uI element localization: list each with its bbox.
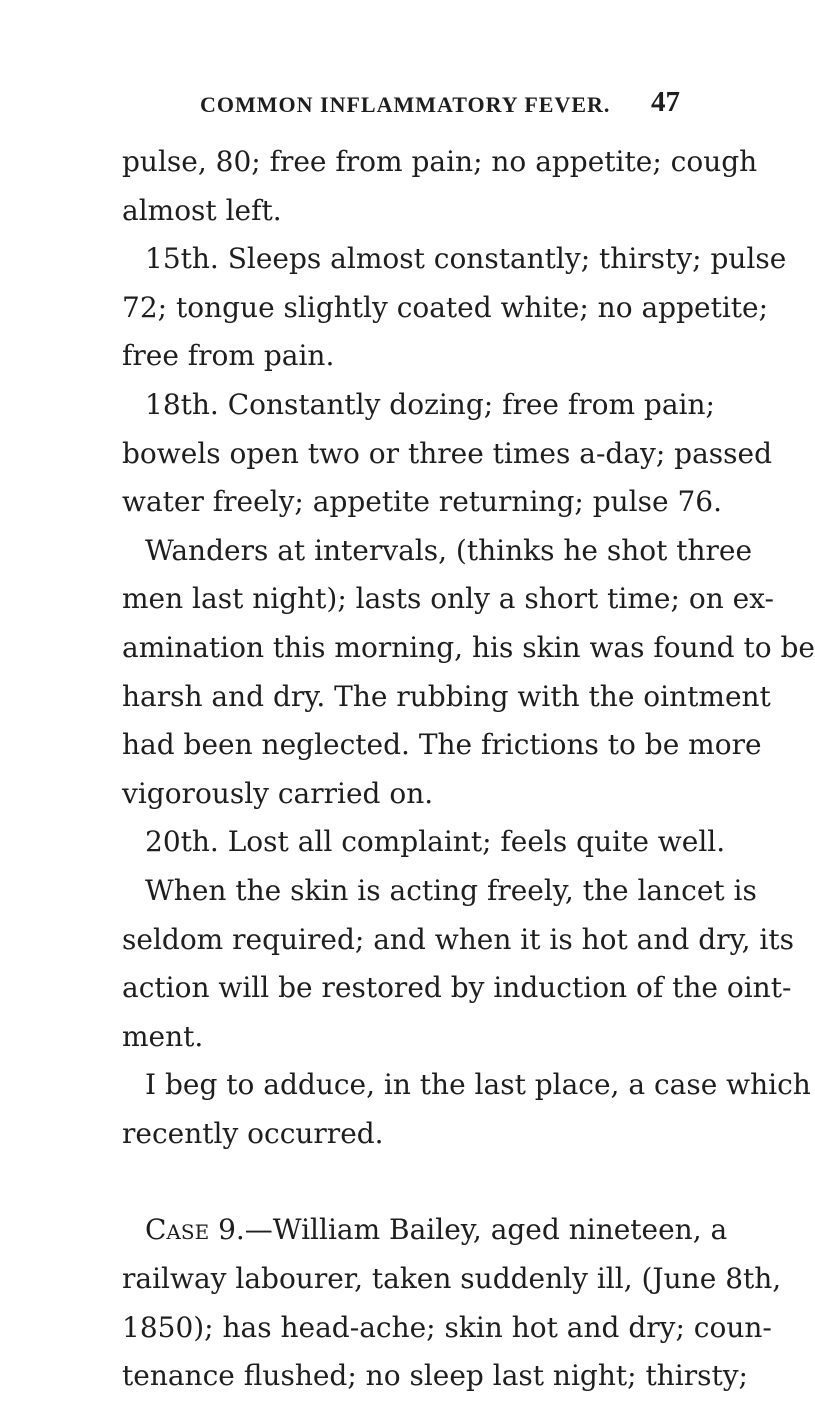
text-line: free from pain. <box>122 339 335 373</box>
text-line: water freely; appetite returning; pulse 76. <box>122 485 722 519</box>
text-line: recently occurred. <box>122 1116 384 1150</box>
text-line: 20th. Lost all complaint; feels quite well. <box>145 825 726 859</box>
text-line: action will be restored by induction of the oint- <box>122 971 792 1005</box>
text-line: 18th. Constantly dozing; free from pain; <box>145 387 715 421</box>
text-line: 1850); has head-ache; skin hot and dry; coun- <box>122 1310 772 1344</box>
text-line: almost left. <box>122 193 282 227</box>
page-number: 47 <box>651 86 680 118</box>
text-line: 72; tongue slightly coated white; no appetite; <box>122 290 769 324</box>
text-line: seldom required; and when it is hot and dry, its <box>122 922 794 956</box>
case-heading-text: 9.—William Bailey, aged nineteen, a <box>209 1213 728 1247</box>
text-line: vigorously carried on. <box>122 776 434 810</box>
body-text <box>122 138 815 1401</box>
text-line: Wanders at intervals, (thinks he shot three <box>145 533 753 567</box>
text-line: When the skin is acting freely, the lancet is <box>145 873 757 907</box>
paragraph-gap <box>122 1158 694 1206</box>
text-line: pulse, 80; free from pain; no appetite; cough <box>122 145 758 178</box>
text-line: ment. <box>122 1019 204 1053</box>
text-line: men last night); lasts only a short time; on ex- <box>122 582 774 616</box>
text-line: 15th. Sleeps almost constantly; thirsty; pulse <box>145 242 787 276</box>
text-line: railway labourer, taken suddenly ill, (June 8th, <box>122 1262 782 1296</box>
text-line: tenance flushed; no sleep last night; thirsty; <box>122 1359 748 1393</box>
case-label: Case <box>145 1213 210 1247</box>
text-line: had been neglected. The frictions to be more <box>122 728 762 762</box>
running-head: COMMON INFLAMMATORY FEVER. <box>200 92 611 117</box>
text-line: I beg to adduce, in the last place, a case which <box>145 1068 811 1102</box>
page-header <box>200 86 680 122</box>
text-line: bowels open two or three times a-day; passed <box>122 436 773 470</box>
case-heading-line <box>122 1206 728 1255</box>
text-line: harsh and dry. The rubbing with the ointment <box>122 679 771 713</box>
text-line: amination this morning, his skin was found to be <box>122 630 815 664</box>
